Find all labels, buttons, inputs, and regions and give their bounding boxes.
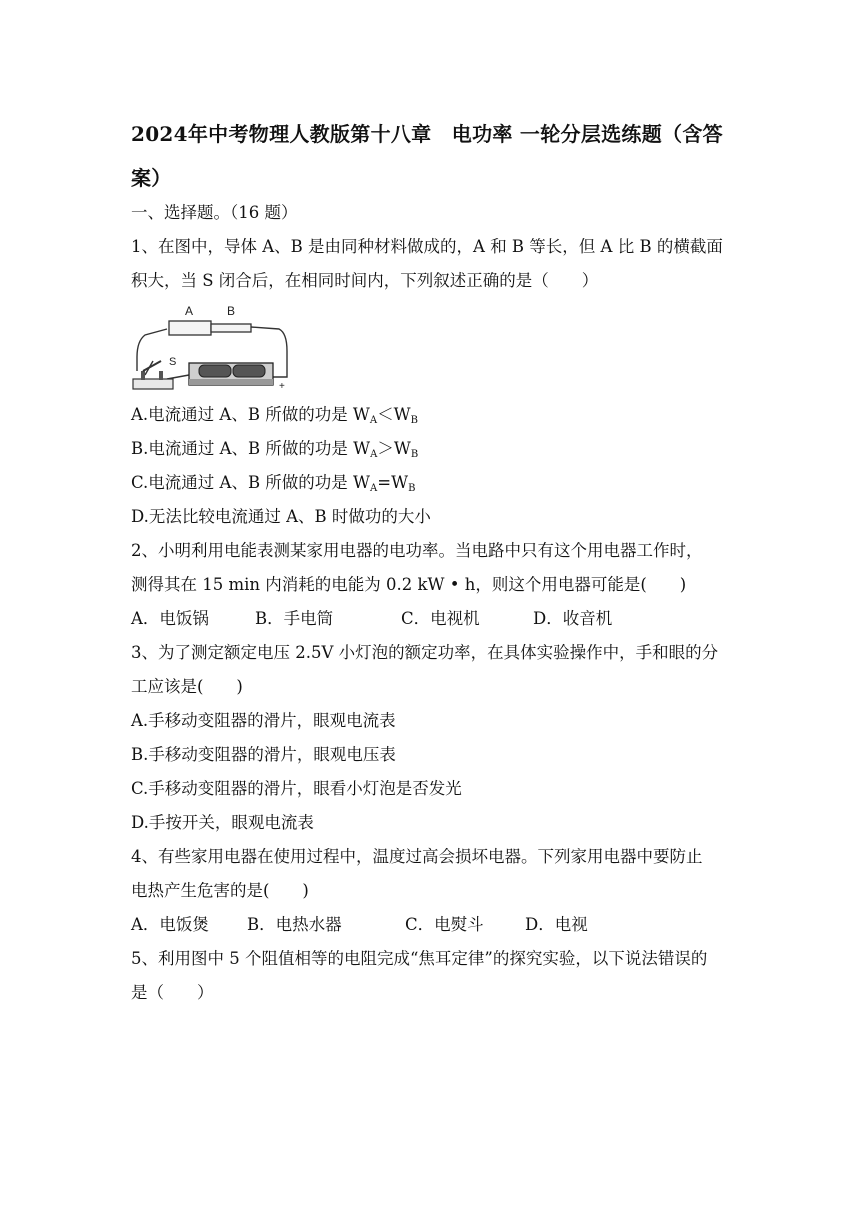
- q1-option-d: D.无法比较电流通过 A、B 时做功的大小: [131, 507, 431, 526]
- q3-stem-line2: 工应该是( ): [131, 677, 243, 696]
- q3-option-d: D.手按开关，眼观电流表: [131, 813, 314, 832]
- q1-circuit-figure: [131, 299, 291, 391]
- q2-options: [131, 602, 612, 636]
- conductor-a: [169, 321, 211, 335]
- q4-option-b: B．电热水器: [247, 915, 342, 934]
- q2-stem-line2: 测得其在 15 min 内消耗的电能为 0.2 kW • h，则这个用电器可能是( ): [131, 575, 687, 594]
- q1-option-c: C.电流通过 A、B 所做的功是 $W_A=W_B$: [131, 473, 416, 494]
- q4-option-d: D．电视: [525, 915, 588, 934]
- q3-option-a: A.手移动变阻器的滑片，眼观电流表: [131, 711, 396, 730]
- q4-stem-line2: 电热产生危害的是( ): [131, 881, 309, 900]
- q5-stem-line2: 是（ ）: [131, 983, 214, 1002]
- q3-stem-line1: 3、为了测定额定电压 2.5V 小灯泡的额定功率，在具体实验操作中，手和眼的分: [131, 643, 719, 662]
- switch-base: [133, 379, 173, 389]
- q4-option-a: A．电饭煲: [131, 915, 209, 934]
- conductor-b: [211, 324, 251, 332]
- page-title: 2024年中考物理人教版第十八章 电功率 一轮分层选练题（含答案）: [131, 122, 723, 190]
- label-plus: +: [279, 381, 285, 391]
- q3-option-b: B.手移动变阻器的滑片，眼观电压表: [131, 745, 396, 764]
- q2-option-c: C．电视机: [401, 609, 480, 628]
- q1-stem-line1: 1、在图中，导体 A、B 是由同种材料做成的，A 和 B 等长，但 A 比 B 的横截面: [131, 237, 723, 256]
- q2-option-d: D．收音机: [533, 609, 613, 628]
- q5-stem-line1: 5、利用图中 5 个阻值相等的电阻完成“焦耳定律”的探究实验，以下说法错误的: [131, 949, 708, 968]
- q2-stem-line1: 2、小明利用电能表测某家用电器的电功率。当电路中只有这个用电器工作时，: [131, 541, 703, 560]
- section-heading: 一、选择题。（16 题）: [131, 203, 298, 222]
- label-s: S: [169, 356, 177, 368]
- q4-stem-line1: 4、有些家用电器在使用过程中，温度过高会损坏电器。下列家用电器中要防止: [131, 847, 703, 866]
- q1-stem-line2: 积大，当 S 闭合后，在相同时间内，下列叙述正确的是（ ）: [131, 271, 599, 290]
- q1-option-b: B.电流通过 A、B 所做的功是 $W_A>W_B$: [131, 439, 419, 460]
- q1-option-a: A.电流通过 A、B 所做的功是 $W_A<W_B$: [131, 405, 418, 426]
- q4-option-c: C．电熨斗: [405, 915, 484, 934]
- label-b: B: [227, 304, 236, 318]
- label-a: A: [185, 304, 194, 318]
- q2-option-b: B．手电筒: [255, 609, 334, 628]
- q3-option-c: C.手移动变阻器的滑片，眼看小灯泡是否发光: [131, 779, 462, 798]
- q4-options: [131, 908, 588, 942]
- q2-option-a: A．电饭锅: [131, 609, 209, 628]
